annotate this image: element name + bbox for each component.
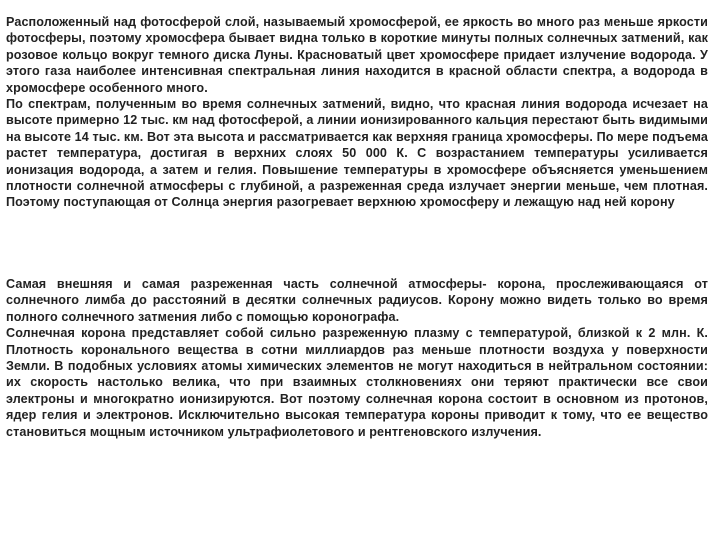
corona-paragraph-1: Самая внешняя и самая разреженная часть солнечной атмосферы- корона, прослеживающаяся от солнечного лимба до расстояний в десятки солнечных радиусов. Корону можно видеть только во время полного солнечного затмения либо с помощью коронографа.	[6, 277, 708, 324]
chromosphere-text-block	[6, 14, 708, 211]
corona-paragraph-2: Солнечная корона представляет собой сильно разреженную плазму с температурой, близкой к 2 млн. К. Плотность коронального вещества в сотни миллиардов раз меньше плотности воздуха у поверхности Земли. В подобных условиях атомы химических элементов не могут находиться в нейтральном состоянии: их скорость настолько велика, что при взаимных столкновениях они теряют практически все свои электроны и многократно ионизируются. Вот поэтому солнечная корона состоит в основном из протонов, ядер гелия и электронов. Исключительно высокая температура короны приводит к тому, что ее вещество становиться мощным источником ультрафиолетового и рентгеновского излучения.	[6, 326, 708, 439]
corona-text-block	[6, 276, 708, 440]
chromosphere-paragraph-2: По спектрам, полученным во время солнечных затмений, видно, что красная линия водорода исчезает на высоте примерно 12 тыс. км над фотосферой, а линии ионизированного кальция перестают быть видимыми на высоте 14 тыс. км. Вот эта высота и рассматривается как верхняя граница хромосферы. По мере подъема растет температура, достигая в верхних слоях 50 000 К. С возрастанием температуры усиливается ионизация водорода, а затем и гелия. Повышение температуры в хромосфере объясняется уменьшением плотности солнечной атмосферы с глубиной, а разреженная среда излучает энергии меньше, чем плотная. Поэтому поступающая от Солнца энергия разогревает верхнюю хромосферу и лежащую над ней корону	[6, 97, 708, 210]
chromosphere-paragraph-1: Расположенный над фотосферой слой, называемый хромосферой, ее яркость во много раз меньше яркости фотосферы, поэтому хромосфера бывает видна только в короткие минуты полных солнечных затмений, как розовое кольцо вокруг темного диска Луны. Красноватый цвет хромосфере придает излучение водорода. У этого газа наиболее интенсивная спектральная линия находится в красной области спектра, а водорода в хромосфере особенного много.	[6, 15, 708, 95]
